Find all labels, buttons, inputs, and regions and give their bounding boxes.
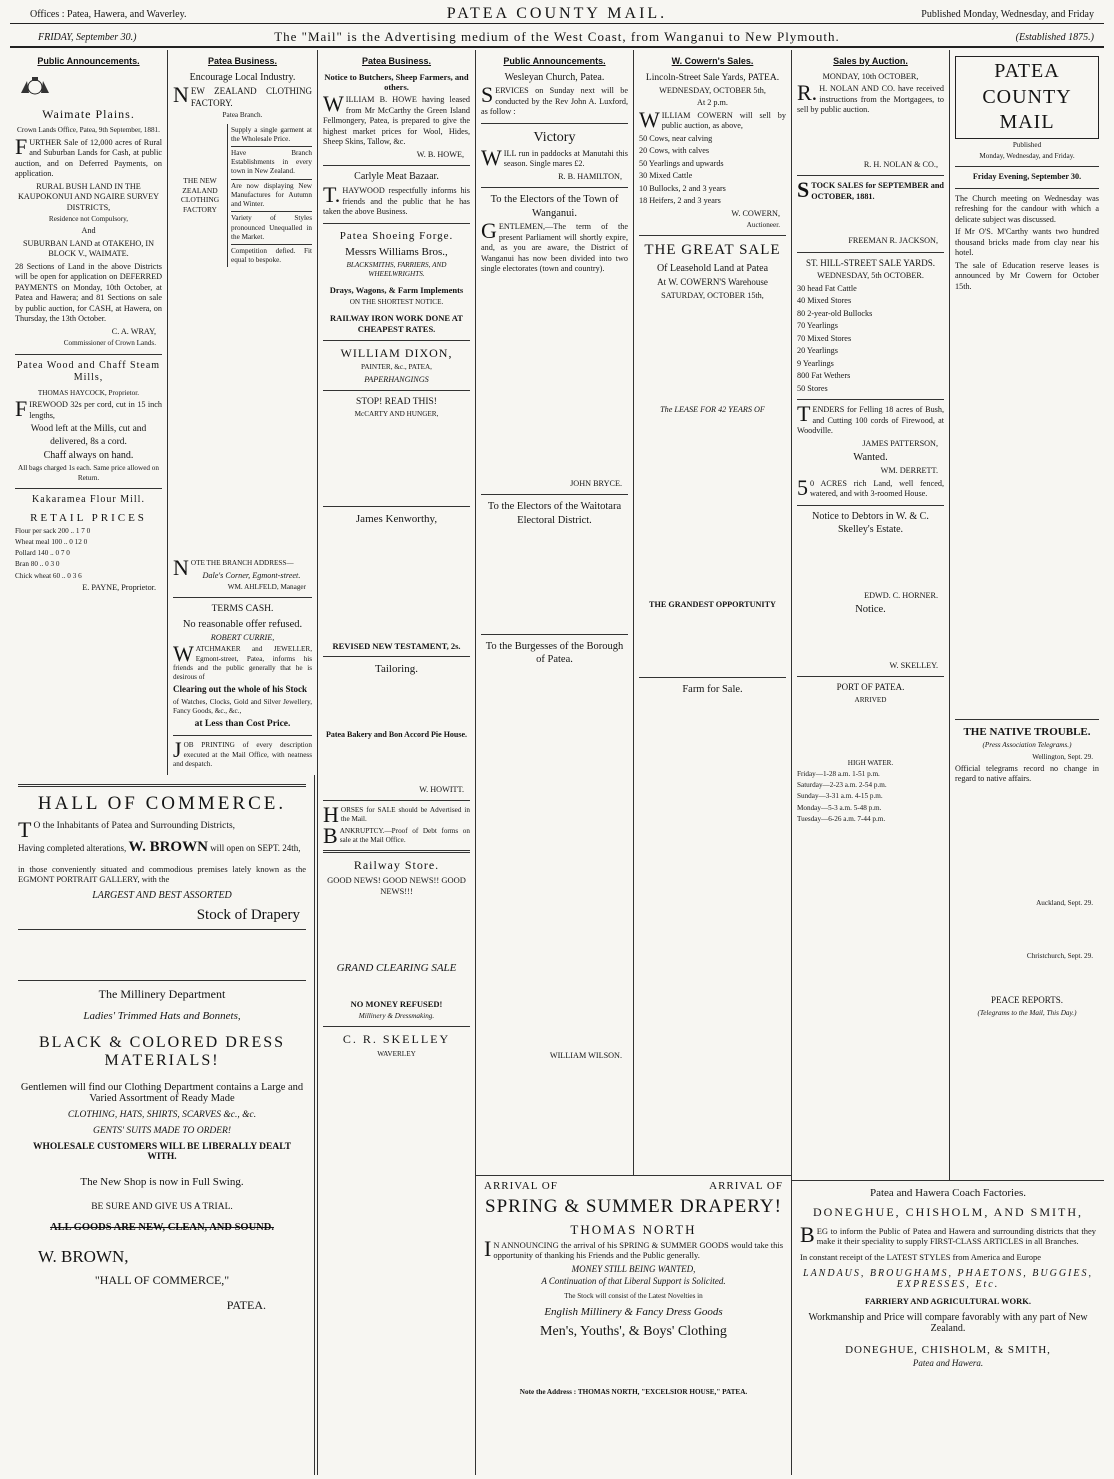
currie-body: WATCHMAKER and JEWELLER, Egmont-street, Patea, informs his friends and the public generally that he is desirous of [173,641,312,682]
gentlemen: Gentlemen will find our Clothing Department contains a Large and Varied Assortment of Ready Made [20,1082,304,1104]
subhead [10,26,1104,48]
hall-intro: TO the Inhabitants of Patea and Surrounding Districts, [18,817,236,842]
auction-item: 40 Mixed Stores [797,296,852,306]
novelties: The Stock will consist of the Latest Novelties in [564,1292,703,1300]
patterson: JAMES PATTERSON, [862,438,938,448]
published-line: Published Monday, Wednesday, and Friday [921,9,1094,20]
flour-title: Kakaramea Flour Mill. [32,493,145,505]
port-of-patea: PORT OF PATEA. [836,682,905,692]
native-para: Official telegrams record no change in regard to native affairs. [955,763,1099,784]
editorial-para: The Church meeting on Wednesday was refreshing for the candour with which a delicate subject was discussed. [955,193,1099,224]
hall-sig: "HALL OF COMMERCE," [94,1273,230,1287]
electors-waitotara: To the Electors of the Waitotara Electoral District. [487,501,622,526]
tailoring: Tailoring. [375,663,418,676]
established: (Established 1875.) [1015,32,1094,43]
skelley-sig: W. SKELLEY. [889,660,938,670]
wholesale: WHOLESALE CUSTOMERS WILL BE LIBERALLY DEALT WITH. [32,1142,292,1162]
nolan-body: R.H. NOLAN AND CO. have received instructions from the Mortgagees, to sell by public auction. [797,80,944,115]
chaff: Chaff always on hand. [43,449,134,461]
jackson: FREEMAN R. JACKSON, [848,236,938,246]
no-offer-refused: No reasonable offer refused. [182,618,303,630]
horner: EDWD. C. HORNER. [864,590,938,600]
tenders: TENDERS for Felling 18 acres of Bush, and Cutting 100 cords of Firewood, at Woodville. [797,401,944,436]
millinery-fancy: English Millinery & Fancy Dress Goods [544,1306,723,1318]
wanted: Wanted. [853,452,888,464]
signature-role: Commissioner of Crown Lands. [63,339,156,348]
auction-item: 80 2-year-old Bullocks [797,308,873,318]
bryce-body: GENTLEMEN,—The term of the present Parliament will shortly expire, and, as you are aware, the District of Wanganui has now been divided into two single electorates (town and country). [481,218,628,274]
stock-item: 18 Heifers, 2 and 3 years [639,196,721,206]
chaff-sub: All bags charged 1s each. Same price allowed on Return. [18,464,159,482]
hall-premises: in those conveniently situated and commodious premises lately known as the EGMONT PORTRAIT GALLERY, with the [18,864,306,884]
auction-item: 70 Mixed Stores [797,333,852,343]
less-than-cost: at Less than Cost Price. [194,719,291,730]
wellington: Wellington, Sept. 29. [1032,752,1093,761]
dixon-sub: PAINTER, &c., PATEA, [361,363,432,372]
suburban: SUBURBAN LAND at OTAKEHO, IN BLOCK V., WAIMATE. [22,238,155,259]
cowern-sig: W. COWERN, [731,208,780,218]
mccarty: McCARTY AND HUNGER, [354,410,439,419]
clearing-sub: of Watches, Clocks, Gold and Silver Jewellery, Fancy Goods, &c., &c., [173,697,312,716]
price-line: Pollard 140 .. 0 7 0 [15,549,70,558]
wood-title: Patea Wood and Chaff Steam Mills, [16,359,161,384]
goods-new: ALL GOODS ARE NEW, CLEAN, AND SOUND. [50,1222,274,1233]
stock-item: 50 Yearlings and upwards [639,158,724,168]
auction-item: 70 Yearlings [797,321,838,331]
coach-styles: In constant receipt of the LATEST STYLES from America and Europe [800,1252,1042,1262]
auction-item: 20 Yearlings [797,346,838,356]
peace-sub: (Telegrams to the Mail, This Day.) [977,1008,1077,1017]
branch: Patea Branch. [222,111,263,120]
arrival-left: ARRIVAL OF [484,1180,558,1192]
stock-item: 50 Cows, near calving [639,133,713,143]
stock-sales: STOCK SALES for SEPTEMBER and OCTOBER, 1881. [797,177,944,203]
leasehold: Of Leasehold Land at Patea [656,262,769,274]
cowern-body: WILLIAM COWERN will sell by public auction, as above, [639,106,786,132]
branch-note: NOTE THE BRANCH ADDRESS— [173,555,294,581]
black-colored: BLACK & COLORED DRESS MATERIALS! [38,1034,286,1069]
burgesses: To the Burgesses of the Borough of Patea. [485,640,624,666]
flour-prop: E. PAYNE, Proprietor. [82,582,156,592]
price-line: Bran 80 .. 0 3 0 [15,560,60,569]
williams-bros: Messrs Williams Bros., [345,245,448,258]
nolan: R. H. NOLAN & CO., [863,159,938,169]
tide-line: Monday—5-3 a.m. 5-48 p.m. [797,803,882,812]
spring-summer: SPRING & SUMMER DRAPERY! [485,1196,782,1217]
issue-date: FRIDAY, September 30.) [38,32,137,43]
high-water: HIGH WATER. [847,758,894,767]
factory-note: Have Branch Establishments in every town in New Zealand. [231,149,312,176]
carlyle: Carlyle Meat Bazaar. [354,171,439,183]
great-sale: THE GREAT SALE [644,242,781,259]
manager: WM. AHLFELD, Manager [227,583,306,592]
price-line: Wheat meal 100 .. 0 12 0 [15,537,88,546]
wednesday-5th: WEDNESDAY, 5th OCTOBER. [817,271,924,281]
skelley: C. R. SKELLEY [342,1032,451,1047]
mens-clothing: Men's, Youths', & Boys' Clothing [540,1324,727,1339]
coach-vehicles: LANDAUS, BROUGHAMS, PHAETONS, BUGGIES, EXPRESSES, Etc. [803,1268,1093,1290]
bryce: JOHN BRYCE. [570,478,622,488]
hall-of-commerce-ad: HALL OF COMMERCE. TO the Inhabitants of Patea and Surrounding Districts, Having completed alterations, W. BROWN will open on SEPT. 24th, in those conveniently situated and commodious premises lately known as the EGMONT PORTRAIT GALLERY, with the LARGEST AND BEST ASSORTED Stock of Drapery The Millinery Department Ladies' Trimmed Hats and Bonnets, BLACK & COLORED DRESS MATERIALS! Gentlemen will find our Clothing Department contains a Large and Varied Assortment of Ready Made CLOTHING, HATS, SHIRTS, SCARVES &c., &c. GENTS' SUITS MADE TO ORDER! WHOLESALE CUSTOMERS WILL BE LIBERALLY DEALT WITH. The New Shop is now in Full Swing. BE SURE AND GIVE US A TRIAL. ALL GOODS ARE NEW, CLEAN, AND SOUND. W. BROWN, "HALL OF COMMERCE," PATEA. [10,775,315,1475]
clothing-list: CLOTHING, HATS, SHIRTS, SCARVES &c., &c. [67,1110,257,1120]
tide-line: Saturday—2-23 a.m. 2-54 p.m. [797,781,887,790]
railway-store: Railway Store. [353,858,440,873]
revised-testament: REVISED NEW TESTAMENT, 2s. [332,640,461,651]
waimate-sub: Crown Lands Office, Patea, 9th September, 1881. [17,126,160,135]
saturday: SATURDAY, OCTOBER 15th, [661,290,764,300]
factory-note: Variety of Styles pronounced Unequalled in the Market. [231,214,312,241]
farm-for-sale: Farm for Sale. [682,684,743,696]
auction-item: 30 head Fat Cattle [797,283,857,293]
wesleyan-church: Wesleyan Church, Patea. [504,71,605,83]
william-dixon: WILLIAM DIXON, [340,346,453,360]
column-heading: Patea Business. [207,56,278,66]
offices-line: Offices : Patea, Hawera, and Waverley. [30,9,187,20]
new-shop: The New Shop is now in Full Swing. [80,1176,244,1188]
peace-reports: PEACE REPORTS. [991,995,1063,1006]
horses: HORSES for SALE should be Advertised in the Mail. [323,802,470,828]
wood-body: FIREWOOD 32s per cord, cut in 15 inch lengths, [15,396,162,422]
electors-wanganui: To the Electors of the Town of Wanganui. [490,194,619,219]
coach-factories-ad [792,1180,1104,1475]
price-line: Chick wheat 60 .. 0 3 6 [15,571,82,580]
retail-prices: RETAIL PRICES [30,511,147,524]
waimate-body: FURTHER Sale of 12,000 acres of Rural and Suburban Lands for Cash, at public auction, and on Deferred Payments, on application. [15,133,162,179]
coach-place: Patea and Hawera. [912,1358,984,1368]
wood-left: Wood left at the Mills, cut and delivered, 8s a cord. [30,424,147,447]
north-body: IN ANNOUNCING the arrival of his SPRING & SUMMER GOODS would take this opportunity of thanking his Friends and the Public generally. [484,1236,783,1261]
arrived: ARRIVED [854,695,887,704]
column-heading: Patea Business. [361,56,432,66]
coach-farrier: FARRIERY AND AGRICULTURAL WORK. [865,1296,1031,1306]
tide-line: Tuesday—6-26 a.m. 7-44 p.m. [797,814,886,823]
auction-item: 9 Yearlings [797,358,834,368]
stock-item: 30 Mixed Cattle [639,171,693,181]
howe-sig: W. B. HOWE, [416,149,464,159]
drays: Drays, Wagons, & Farm Implements [329,285,464,296]
hamilton: R. B. HAMILTON, [558,171,622,181]
editorial-para: If Mr O'S. M'Carthy wants two hundred thousand bricks made from clay near his hotel. [955,227,1099,258]
days: Monday, Wednesday, and Friday. [979,152,1075,160]
column-heading: Public Announcements. [503,56,606,66]
arrival-right: ARRIVAL OF [709,1180,783,1192]
wednesday: WEDNESDAY, OCTOBER 5th, [659,85,766,95]
shoeing-forge: Patea Shoeing Forge. [339,229,454,242]
factory-block [173,124,312,268]
railway-iron: RAILWAY IRON WORK DONE AT CHEAPEST RATES. [330,313,463,335]
grand-clearing: GRAND CLEARING SALE [336,962,457,975]
good-news: GOOD NEWS! GOOD NEWS!! GOOD NEWS!!! [327,875,466,897]
press-association: (Press Association Telegrams.) [982,741,1072,750]
christchurch: Christchurch, Sept. 29. [1026,951,1093,960]
terms-cash: TERMS CASH. [211,604,274,615]
paperhangings: PAPERHANGINGS [364,374,429,384]
shortest-notice: ON THE SHORTEST NOTICE. [349,298,444,307]
continuation: A Continuation of that Liberal Support is Solicited. [541,1276,726,1286]
and: And [81,226,96,236]
factory-note: Supply a single garment at the Wholesale Price. [231,125,312,143]
tide-line: Friday—1-28 a.m. 1-51 p.m. [797,769,880,778]
money-wanted: MONEY STILL BEING WANTED, [571,1264,696,1274]
coach-firm: DONEGHUE, CHISHOLM, AND SMITH, [813,1205,1083,1219]
hall-title: HALL OF COMMERCE. [37,793,287,814]
clearing: Clearing out the whole of his Stock [173,684,308,695]
editorial-para: The sale of Education reserve leases is announced by Mr Cowern for October 15th. [955,260,1099,291]
victory-body: WILL run in paddocks at Manutahi this season. Single mares £2. [481,144,628,170]
hill-street: ST. HILL-STREET SALE YARDS. [805,257,936,268]
coach-sig: DONEGHUE, CHISHOLM, & SMITH, [845,1344,1051,1356]
newspaper-title: PATEA COUNTY MAIL. [446,5,668,22]
millinery-department: The Millinery Department [98,987,226,1001]
stock-item: 20 Cows, with calves [639,146,710,156]
wilson: WILLIAM WILSON. [549,1050,622,1060]
column-heading: Sales by Auction. [833,56,908,66]
gents-suits: GENTS' SUITS MADE TO ORDER! [92,1126,232,1136]
signature: C. A. WRAY, [111,326,156,336]
royal-crest-icon [15,75,55,97]
encourage: Encourage Local Industry. [189,71,296,83]
column-patea-business-2 [318,50,476,1475]
auckland: Auckland, Sept. 29. [1036,898,1093,907]
haywood: T.HAYWOOD respectfully informs his friends and the public that he has taken the above Business. [323,182,470,217]
factory-note: Competition defied. Fit equal to bespoke. [231,246,312,265]
auctioneer: Auctioneer. [746,221,780,230]
coach-work: Workmanship and Price will compare favorably with any part of New Zealand. [808,1312,1088,1334]
auction-item: 800 Fat Wethers [797,371,851,381]
brown-name: W. BROWN [128,839,208,855]
factory-note: Are now displaying New Manufactures for Autumn and Winter. [231,181,312,209]
millinery-dressmaking: Millinery & Dressmaking. [358,1012,435,1021]
brown-signature: W. BROWN, [38,1247,129,1266]
hall-patea: PATEA. [226,1298,266,1312]
factory-label: THE NEW ZEALAND CLOTHING FACTORY [173,124,228,268]
auction-item: 50 Stores [797,383,828,393]
williams-sub: BLACKSMITHS, FARRIERS, AND WHEELWRIGHTS. [346,260,447,278]
coach-body: BEG to inform the Public of Patea and Hawera and surrounding districts that they make it their speciality to supply FIRST-CLASS ARTICLES in all Branches. [800,1222,1096,1247]
branch-address: Dale's Corner, Egmont-street. [202,570,301,580]
spring-drapery-ad [476,1175,792,1475]
waimate-title: Waimate Plains. [42,107,135,122]
slogan: The "Mail" is the Advertising medium of the West Coast, from Wanganui to New Plymouth. [274,29,840,44]
victory: Victory [533,129,576,145]
fifty-acres: 50 ACRES rich Land, well fenced, watered, and with 3-roomed House. [797,474,944,500]
stock-item: 10 Bullocks, 2 and 3 years [639,183,726,193]
sections-text: 28 Sections of Land in the above Districts will be open for application on DEFERRED PAYMENTS on Monday, 10th October, at Patea and Hawera; and 81 Sections on sale by public auction, for CASH, at Hawera, on Thursday, the 13th October. [15,261,162,324]
editorial-date: Friday Evening, September 30. [972,172,1082,182]
debtors: Notice to Debtors in W. & C. Skelley's Estate. [812,510,929,535]
waverley: WAVERLEY [377,1049,416,1058]
job-printing: JOB PRINTING of every description executed at the Mail Office, with neatness and despatch. [173,737,312,768]
bankruptcy: BANKRUPTCY.—Proof of Debt forms on sale at the Mail Office. [323,822,470,848]
stop-read: STOP! READ THIS! [356,397,437,408]
lease-42: The LEASE FOR 42 YEARS OF [660,405,765,415]
tide-line: Sunday—3-31 a.m. 4-15 p.m. [797,792,883,801]
north-address: Note the Address : THOMAS NORTH, "EXCELSIOR HOUSE," PATEA. [519,1388,748,1396]
grandest: THE GRANDEST OPPORTUNITY [649,599,776,609]
howe-body: WILLIAM B. HOWE having leased from Mr McCarthy the Green Island Fellmongery, Patea, is prepared to give the highest market prices for Wool, Hides, Sheep Skins, Tallow, &c. [323,91,470,147]
notice: Notice. [855,604,886,616]
monday: MONDAY, 10th OCTOBER, [822,71,919,81]
give-trial: BE SURE AND GIVE US A TRIAL. [91,1202,233,1212]
price-line: Flour per sack 200 .. 1 7 0 [15,526,91,535]
hall-open: will open on SEPT. 24th, [210,843,301,853]
masthead [10,4,1104,24]
howitt: W. HOWITT. [419,784,464,794]
at-2pm: At 2 p.m. [697,98,728,108]
thomas-north: THOMAS NORTH [570,1222,697,1237]
native-trouble: THE NATIVE TROUBLE. [963,726,1091,739]
trimmed-hats: Ladies' Trimmed Hats and Bonnets, [83,1010,241,1022]
rural-title: RURAL BUSH LAND IN THE KAUPOKONUI AND NGAIRE SURVEY DISTRICTS, [17,181,160,212]
church-body: SERVICES on Sunday next will be conducted by the Rev John A. Luxford, as follow : [481,82,628,117]
nz-title: NEW ZEALAND CLOTHING FACTORY. [173,82,312,108]
no-money-refused: NO MONEY REFUSED! [350,999,443,1010]
hall-largest: LARGEST AND BEST ASSORTED [92,890,232,901]
kenworthy: James Kenworthy, [355,513,438,526]
published: Published [1012,140,1042,149]
currie: ROBERT CURRIE, [210,632,275,642]
editorial-title: PATEA COUNTY MAIL [955,56,1099,139]
hall-drapery: Stock of Drapery [196,907,300,923]
warehouse: At W. COWERN'S Warehouse [657,277,768,288]
column-heading: Public Announcements. [37,56,140,66]
sale-yards: Lincoln-Street Sale Yards, PATEA. [645,72,780,83]
residence: Residence not Compulsory, [48,215,129,224]
derrett: WM. DERRETT. [880,466,938,476]
wood-prop: THOMAS HAYCOCK, Proprietor. [37,389,140,398]
coach-title: Patea and Hawera Coach Factories. [869,1187,1027,1199]
column-heading: W. Cowern's Sales. [671,56,754,66]
bakery: Patea Bakery and Bon Accord Pie House. [325,730,468,740]
notice-butchers: Notice to Butchers, Sheep Farmers, and others. [324,71,469,93]
